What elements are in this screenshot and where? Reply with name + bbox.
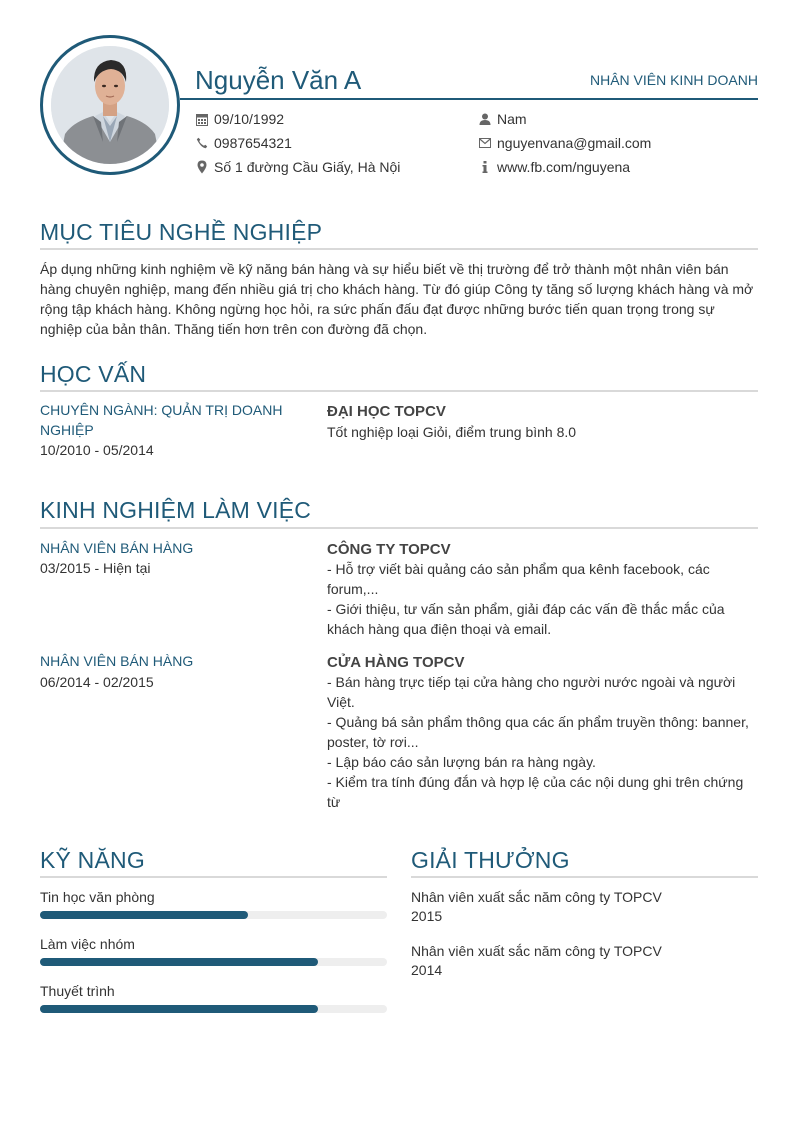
info-icon bbox=[478, 160, 491, 174]
envelope-icon bbox=[478, 136, 491, 150]
award-name: Nhân viên xuất sắc năm công ty TOPCV bbox=[411, 943, 662, 959]
award-name: Nhân viên xuất sắc năm công ty TOPCV bbox=[411, 889, 662, 905]
skill-bar-fill bbox=[40, 911, 248, 919]
skill-bar bbox=[40, 958, 387, 966]
email-text: nguyenvana@gmail.com bbox=[497, 135, 652, 151]
education-dates: 10/2010 - 05/2014 bbox=[40, 442, 154, 458]
map-marker-icon bbox=[195, 160, 208, 174]
objective-divider bbox=[40, 248, 758, 250]
job-duty: - Quảng bá sản phẩm thông qua các ấn phẩm truyền thông: banner, poster, tờ rơi... bbox=[327, 714, 749, 750]
job-duties bbox=[327, 559, 747, 639]
phone-text: 0987654321 bbox=[214, 135, 292, 151]
job-duty: - Bán hàng trực tiếp tại cửa hàng cho người nước ngoài và người Việt. bbox=[327, 674, 736, 710]
header-divider bbox=[180, 98, 758, 100]
job-duty: - Hỗ trợ viết bài quảng cáo sản phẩm qua kênh facebook, các forum,... bbox=[327, 561, 710, 597]
job-company: CÔNG TY TOPCV bbox=[327, 541, 451, 558]
skills-title: KỸ NĂNG bbox=[40, 847, 145, 873]
address-text: Số 1 đường Cầu Giấy, Hà Nội bbox=[214, 159, 401, 175]
user-icon bbox=[478, 112, 491, 126]
address-row bbox=[195, 158, 400, 176]
job-duty: - Giới thiệu, tư vấn sản phẩm, giải đáp các vấn đề thắc mắc của khách hàng qua điện thoại và email. bbox=[327, 601, 725, 637]
experience-divider bbox=[40, 527, 758, 529]
phone-icon bbox=[195, 136, 208, 150]
job-position: NHÂN VIÊN BÁN HÀNG bbox=[40, 540, 194, 556]
job-duties bbox=[327, 672, 757, 812]
education-detail: Tốt nghiệp loại Giỏi, điểm trung bình 8.0 bbox=[327, 424, 577, 440]
education-major: CHUYÊN NGÀNH: QUẢN TRỊ DOANH NGHIỆP bbox=[40, 402, 283, 438]
job-duty: - Lập báo cáo sản lượng bán ra hàng ngày. bbox=[327, 754, 596, 770]
birthday-row bbox=[195, 110, 284, 128]
skill-name: Làm việc nhóm bbox=[40, 936, 135, 952]
gender-text: Nam bbox=[497, 111, 527, 127]
avatar-photo bbox=[51, 46, 169, 164]
skill-bar bbox=[40, 1005, 387, 1013]
website-text: www.fb.com/nguyena bbox=[497, 159, 631, 175]
job-title: NHÂN VIÊN KINH DOANH bbox=[589, 72, 758, 88]
award-year: 2015 bbox=[411, 908, 443, 924]
skill-name: Tin học văn phòng bbox=[40, 889, 155, 905]
skill-bar bbox=[40, 911, 387, 919]
candidate-name: Nguyễn Văn A bbox=[195, 65, 362, 95]
job-position: NHÂN VIÊN BÁN HÀNG bbox=[40, 653, 194, 669]
birthday-text: 09/10/1992 bbox=[214, 111, 285, 127]
job-dates: 06/2014 - 02/2015 bbox=[40, 674, 154, 690]
skills-divider bbox=[40, 876, 387, 878]
job-duty: - Kiểm tra tính đúng đắn và hợp lệ của các nội dung ghi trên chứng từ bbox=[327, 774, 744, 810]
experience-title: KINH NGHIỆM LÀM VIỆC bbox=[40, 497, 312, 523]
education-divider bbox=[40, 390, 758, 392]
gender-row bbox=[478, 110, 527, 128]
skill-bar-fill bbox=[40, 958, 318, 966]
email-row bbox=[478, 134, 651, 152]
awards-title: GIẢI THƯỞNG bbox=[411, 847, 570, 873]
job-dates: 03/2015 - Hiện tại bbox=[40, 560, 151, 576]
education-title: HỌC VẤN bbox=[40, 361, 147, 387]
objective-text: Áp dụng những kinh nghiệm về kỹ năng bán hàng và sự hiểu biết về thị trường để trở thành một nhân viên bán hàng chuyên nghiệp, mang đến nhiều giá trị cho khách hàng. Từ đó giúp Công ty tăng số lượng khách hàng và mở rộng tập khách hàng. Không ngừng học hỏi, ra sức phấn đấu đạt được những bước tiến quan trọng trong sự nghiệp của bản thân. Thăng tiến hơn trên con đường đã chọn. bbox=[40, 261, 754, 337]
skill-bar-fill bbox=[40, 1005, 318, 1013]
avatar bbox=[51, 46, 169, 164]
skill-name: Thuyết trình bbox=[40, 983, 115, 999]
website-row bbox=[478, 158, 630, 176]
objective-title: MỤC TIÊU NGHỀ NGHIỆP bbox=[40, 219, 323, 245]
job-company: CỬA HÀNG TOPCV bbox=[327, 654, 465, 671]
calendar-icon bbox=[195, 112, 208, 126]
awards-divider bbox=[411, 876, 758, 878]
education-school: ĐẠI HỌC TOPCV bbox=[327, 403, 446, 420]
phone-row bbox=[195, 134, 292, 152]
award-year: 2014 bbox=[411, 962, 443, 978]
